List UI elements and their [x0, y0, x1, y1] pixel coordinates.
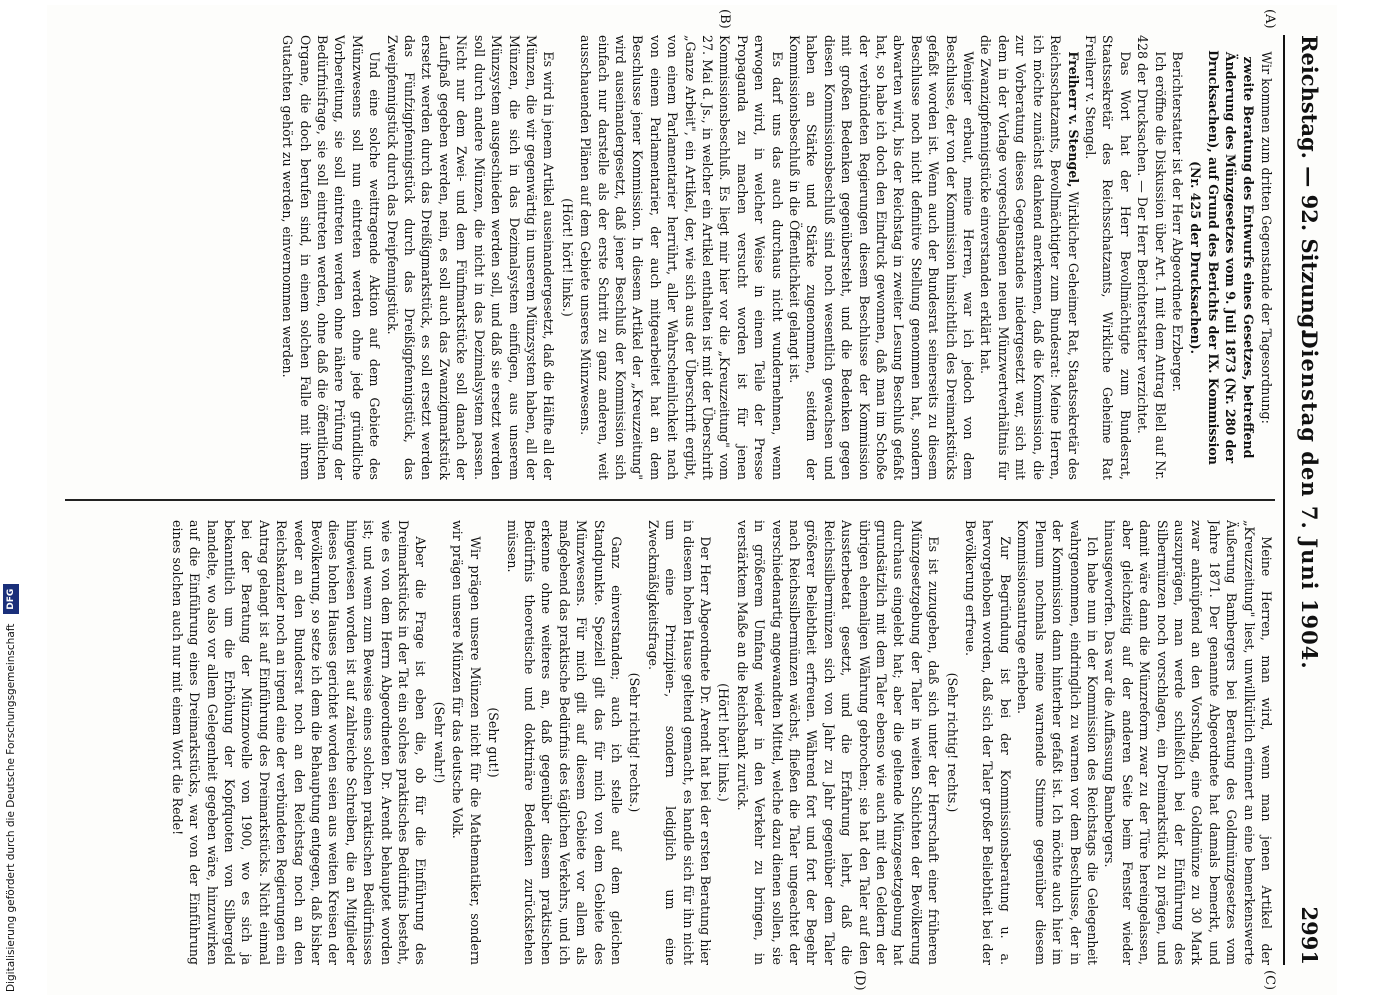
interjection: (Sehr wahr!)	[431, 701, 447, 784]
margin-mark-b: (B)	[716, 9, 732, 29]
margin-mark-c: (C)	[1261, 970, 1277, 991]
paragraph: Zur Begründung ist bei der Kommissionsberatung u. a. hervorgehoben worden, daß sich der Taler großer Beliebtheit bei der Bevölkerung erfreue.	[962, 520, 1013, 965]
dfg-logo: DFG	[3, 584, 19, 614]
paragraph: Ich habe nun in der Kommission des Reichstags die Gelegenheit wahrgenommen, eindringlich zu warnen vor dem Beschlusse, der in der Kommission dann hinterher gefaßt ist. Ich möchte auch hier im Plenum nochmals meine warnende Stimme gegenüber diesem Kommissionsantrage erheben.	[1014, 520, 1100, 965]
header-date: Dienstag den 7. Juni 1904.	[1296, 330, 1322, 670]
header-rule	[1283, 35, 1285, 965]
page-header	[1289, 35, 1329, 965]
paragraph: Der Herr Abgeordnete Dr. Arendt hat bei der ersten Beratung hier in diesem hohen Hause geltend gemacht, es handle sich für ihn nicht um eine Prinzipien-, sondern lediglich um eine Zweckmäßigkeitsfrage.	[645, 520, 713, 965]
digitization-credit-strip	[0, 0, 22, 1000]
interjection: (Hört! hört! links.)	[715, 683, 731, 802]
margin-mark-a: (A)	[1261, 9, 1277, 29]
interjection: (Sehr richtig! rechts.)	[626, 672, 642, 813]
digitization-credit	[0, 0, 22, 1000]
left-column	[65, 35, 1275, 480]
paragraph: Aber die Frage ist eben die, ob für die Einführung des Dreimarkstücks in der Tat ein solches praktisches Bedürfnis besteht, wie es von dem Herrn Abgeordneten Dr. Arendt behauptet worden ist; und wenn zum Beweise eines solchen praktischen Bedürfnisses hingewiesen worden ist auf zahlreiche Schreiben, die an Mitglieder dieses hohen Hauses gerichtet worden seien aus weiten Kreisen der Bevölkerung, so setze ich dem die Behauptung entgegen, daß bisher weder an den Bundesrat noch an den Reichstag noch an den Reichskanzler noch an irgend eine der verbündeten Regierungen ein Antrag gelangt ist auf Einführung des Dreimarkstücks. Nicht einmal bei der Beratung der Münznovelle von 1900, wo es sich ja bekanntlich um die Erhöhung der Kopfquoten von Silbergeld handelte, wo also vor allem Gelegenheit gegeben wäre, hinzuwirken auf die Einführung eines Dreimarkstücks, war von der Einführung eines solchen auch nur mit einem Wort die Rede!	[169, 520, 428, 965]
scanned-page	[47, 5, 1337, 995]
paragraph: Berichterstatter ist der Herr Abgeordnete Erzberger.	[1169, 51, 1185, 392]
paragraph: Meine Herren, man wird, wenn man jenen Artikel der „Kreuzzeitung" liest, unwillkürlich erinnert an eine bemerkenswerte Äußerung Bambergers bei Beratung des Goldmünzgesetzes vom Jahre 1871. Der genannte Abgeordnete hat damals bemerkt, und zwar anknüpfend an den Vorschlag, eine Goldmünze zu 30 Mark auszuprägen, man werde schließlich bei der Einführung des Silbermünzen noch vorschlagen, ein Dreimarkstück zu prägen, und damit wäre dann die Münzreform zwar zu der Türe hereingelassen, aber gleichzeitig auf der anderen Seite beim Fenster wieder hinausgeworfen. Das war die Auffassung Bambergers.	[1101, 520, 1274, 965]
paragraph: Wir prägen unsere Münzen nicht für die Mathematiker, sondern wir prägen unsere Münzen für das deutsche Volk.	[449, 520, 483, 965]
agenda-item: zweite Beratung des Entwurfs eines Gesetzes, betreffend Änderung des Münzgesetzes vom 9. Juli 1873 (Nr. 280 der Drucksachen), auf Grund des Berichts der IX. Kommission (Nr. 425 der Drucksachen).	[1187, 50, 1256, 465]
header-session: Reichstag. — 92. Sitzung.	[1296, 35, 1322, 336]
paragraph: Und eine solche weittragende Aktion auf dem Gebiete des Münzwesens soll nun eintreten werden ohne jede gründliche Vorbereitung, sie soll eintreten werden ohne nähere Prüfung der Bedürfnisfrage, sie soll eintreten werden, ohne daß die öffentlichen Organe, die doch berufen sind, in einem solchen Falle mit ihrem Gutachten gehört zu werden, einvernommen werden.	[279, 35, 382, 480]
interjection: (Sehr richtig! rechts.)	[944, 672, 960, 813]
interjection: (Sehr gut!)	[485, 707, 501, 778]
paragraph: Es darf uns das auch durchaus nicht wundernehmen, wenn erwogen wird, in welcher Weise in einem Teile der Presse Propaganda zu machen versucht worden ist für jenen Kommissionsbeschluß. Es liegt mir hier vor die „Kreuzzeitung" vom 27. Mai d. Js., in welcher ein Artikel enthalten ist mit der Überschrift „Ganze Arbeit", ein Artikel, der, wie sich aus der Überschrift ergibt, von einem Parlamentarier herrührt, aller Wahrscheinlichkeit nach von einem Parlamentarier, der auch mitgearbeitet hat an dem Beschlusse jener Kommission. In diesem Artikel der „Kreuzzeitung" wird auseinandergesetzt, daß jener Beschluß der Kommission sich einfach nur darstelle als der erste Schritt zu ganz anderen, weit ausschauenden Plänen auf dem Gebiete unseres Münzwesens.	[577, 35, 785, 480]
right-column	[65, 520, 1275, 965]
page-number: 2991	[1296, 906, 1322, 965]
paragraph: Wir kommen zum dritten Gegenstande der Tagesordnung:	[1258, 51, 1274, 424]
margin-mark-d: (D)	[851, 970, 867, 991]
paragraph: Es ist zuzugeben, daß sich unter der Herrschaft einer früheren Münzgesetzgebung der Taler in weiten Schichten der Bevölkerung durchaus eingelebt hat; aber die geltende Münzgesetzgebung hat grundsätzlich mit dem Taler ebenso wie auch mit den Geldern der übrigen ehemaligen Währung gebrochen; sie hat den Taler auf den Aussterbeetat gesetzt, und die Erfahrung lehrt, daß die Reichssilbermünzen sich von Jahr zu Jahr gegenüber dem Taler größerer Beliebtheit erfreuen. Während fort und fort der Begehr nach Reichssilbermünzen wächst, fließen die Taler ungeachtet der verschiedenartig angewandten Mittel, welche dazu dienen sollen, sie in größerem Umfang wieder in den Verkehr zu bringen, in verstärktem Maße an die Reichsbank zurück.	[734, 520, 941, 965]
paragraph: Ganz einverstanden; auch ich stelle auf dem gleichen Standpunkte. Speziell gilt das für mich von dem Gebiete des Münzwesens. Für mich gilt auf diesem Gebiete vor allem als maßgebend das praktische Bedürfnis des täglichen Verkehrs, und ich erkenne ohne weiteres an, daß gegenüber diesem praktischen Bedürfnis theoretische und doktrinäre Bedenken zurückstehen müssen.	[504, 520, 624, 965]
speech-text: Wirklicher Geheimer Rat, Staatssekretär des Reichsschatzamts, Bevollmächtigter zum Bundesrat: Meine Herren, ich möchte zunächst dankend anerkennen, daß die Kommission, die zur Vorberatung dieses Gegenstandes niedergesetzt war, sich mit dem in der Vorlage vorgeschlagenen neuen Münzwertverhältnis für die Zwanzigpfennigstücke einverstanden erklärt hat.	[978, 35, 1081, 480]
paragraph: Ich eröffne die Diskussion über Art. 1 mit dem Antrag Blell auf Nr. 428 der Drucksachen. — Der Herr Berichterstatter verzichtet.	[1134, 35, 1168, 480]
speaker-name: Freiherr v. Stengel,	[1065, 51, 1081, 188]
credit-text: Digitalisierung gefördert durch die Deutsche Forschungsgemeinschaft	[5, 623, 17, 992]
paragraph: Das Wort hat der Herr Bevollmächtigte zum Bundesrat, Staatssekretär des Reichsschatzamts, Wirkliche Geheime Rat Freiherr v. Stengel.	[1082, 35, 1133, 480]
paragraph: Es wird in jenem Artikel auseinandergesetzt, daß die Hälfte all der Münzen, die wir gegenwärtig in unserem Münzsystem haben, all der Münzen, die sich in das Dezimalsystem einfügen, aus unserem Münzsystem ausgeschieden werden soll, und daß sie ersetzt werden soll durch andere Münzen, die nicht in das Dezimalsystem passen. Nicht nur dem Zwei- und dem Fünfmarkstücke soll danach der Laufpaß gegeben werden, nein, es soll auch das Zwanzigmarkstück ersetzt werden durch das Dreißigmarkstück, es soll ersetzt werden das Fünfzigpfennigstück durch das Dreißigpfennigstück, das Zweipfennigstück durch das Dreipfennigstück.	[384, 35, 556, 480]
paragraph: Weniger erbaut, meine Herren, war ich jedoch von dem Beschlusse, der von der Kommission hinsichtlich des Dreimarkstücks gefaßt worden ist. Wenn auch der Bundesrat seinerseits zu diesem Beschlusse noch nicht definitive Stellung genommen hat, sondern abwarten wird, bis der Reichstag in zweiter Lesung Beschluß gefaßt hat, so habe ich doch den Eindruck gewonnen, daß man im Schoße der verbündeten Regierungen diesem Beschlusse der Kommission mit großen Bedenken gegenübersteht, und die Bedenken gegen diesen Kommissionsbeschluß sind noch wesentlich gewachsen und haben an Stärke und Stärke zugenommen, seitdem der Kommissionsbeschluß in die Öffentlichkeit gelangt ist.	[786, 35, 976, 480]
speech-paragraph	[977, 35, 1081, 480]
interjection: (Hört! hört! links.)	[559, 198, 575, 317]
column-divider	[65, 499, 1275, 501]
